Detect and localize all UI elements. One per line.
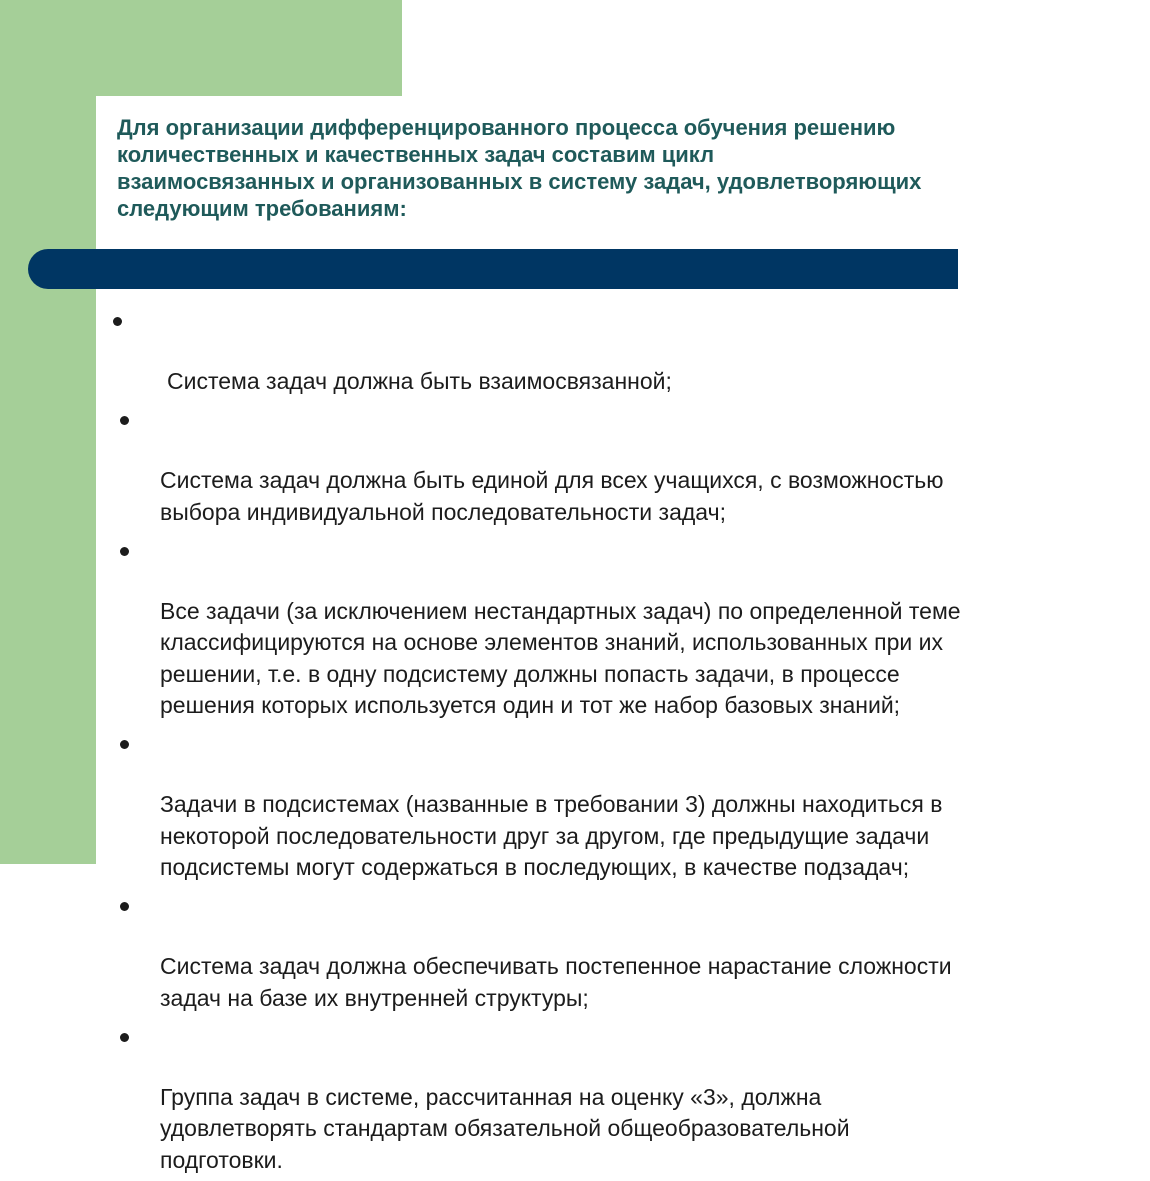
bullet-icon xyxy=(120,740,129,749)
bullet-icon xyxy=(120,902,129,911)
list-item xyxy=(160,402,1120,528)
list-item xyxy=(160,303,1120,398)
list-item-text: Система задач должна быть взаимосвязанной; xyxy=(167,368,672,394)
slide-title: Для организации дифференцированного процесса обучения решению количественных и качественных задач составим цикл взаимосвязанных и организованных в систему задач, удовлетворяющих следующим требованиям: xyxy=(117,115,922,221)
bullet-icon xyxy=(113,317,122,326)
list-item xyxy=(160,888,1120,1014)
list-item xyxy=(160,726,1120,884)
list-item-text: Группа задач в системе, рассчитанная на оценку «3», должна удовлетворять стандартам обязательной общеобразовательной подготовки. xyxy=(160,1083,850,1173)
requirements-list xyxy=(160,303,1120,1181)
list-item xyxy=(160,533,1120,722)
bullet-icon xyxy=(120,416,129,425)
bullet-icon xyxy=(120,1033,129,1042)
bullet-icon xyxy=(120,547,129,556)
list-item-text: Все задачи (за исключением нестандартных задач) по определенной теме классифицируются на основе элементов знаний, использованных при их решении, т.е. в одну подсистему должны попасть задачи, в процессе решения которых используется один и тот же набор базовых знаний; xyxy=(160,597,961,718)
green-stripe-left xyxy=(0,0,96,864)
title-divider-bar xyxy=(28,249,958,289)
list-item-text: Задачи в подсистемах (названные в требовании 3) должны находиться в некоторой последовательности друг за другом, где предыдущие задачи подсистемы могут содержаться в последующих, в качестве подзадач; xyxy=(160,791,943,880)
list-item-text: Система задач должна быть единой для всех учащихся, с возможностью выбора индивидуальной последовательности задач; xyxy=(160,467,944,525)
list-item-text: Система задач должна обеспечивать постепенное нарастание сложности задач на базе их внутренней структуры; xyxy=(160,953,952,1011)
list-item xyxy=(160,1019,1120,1177)
